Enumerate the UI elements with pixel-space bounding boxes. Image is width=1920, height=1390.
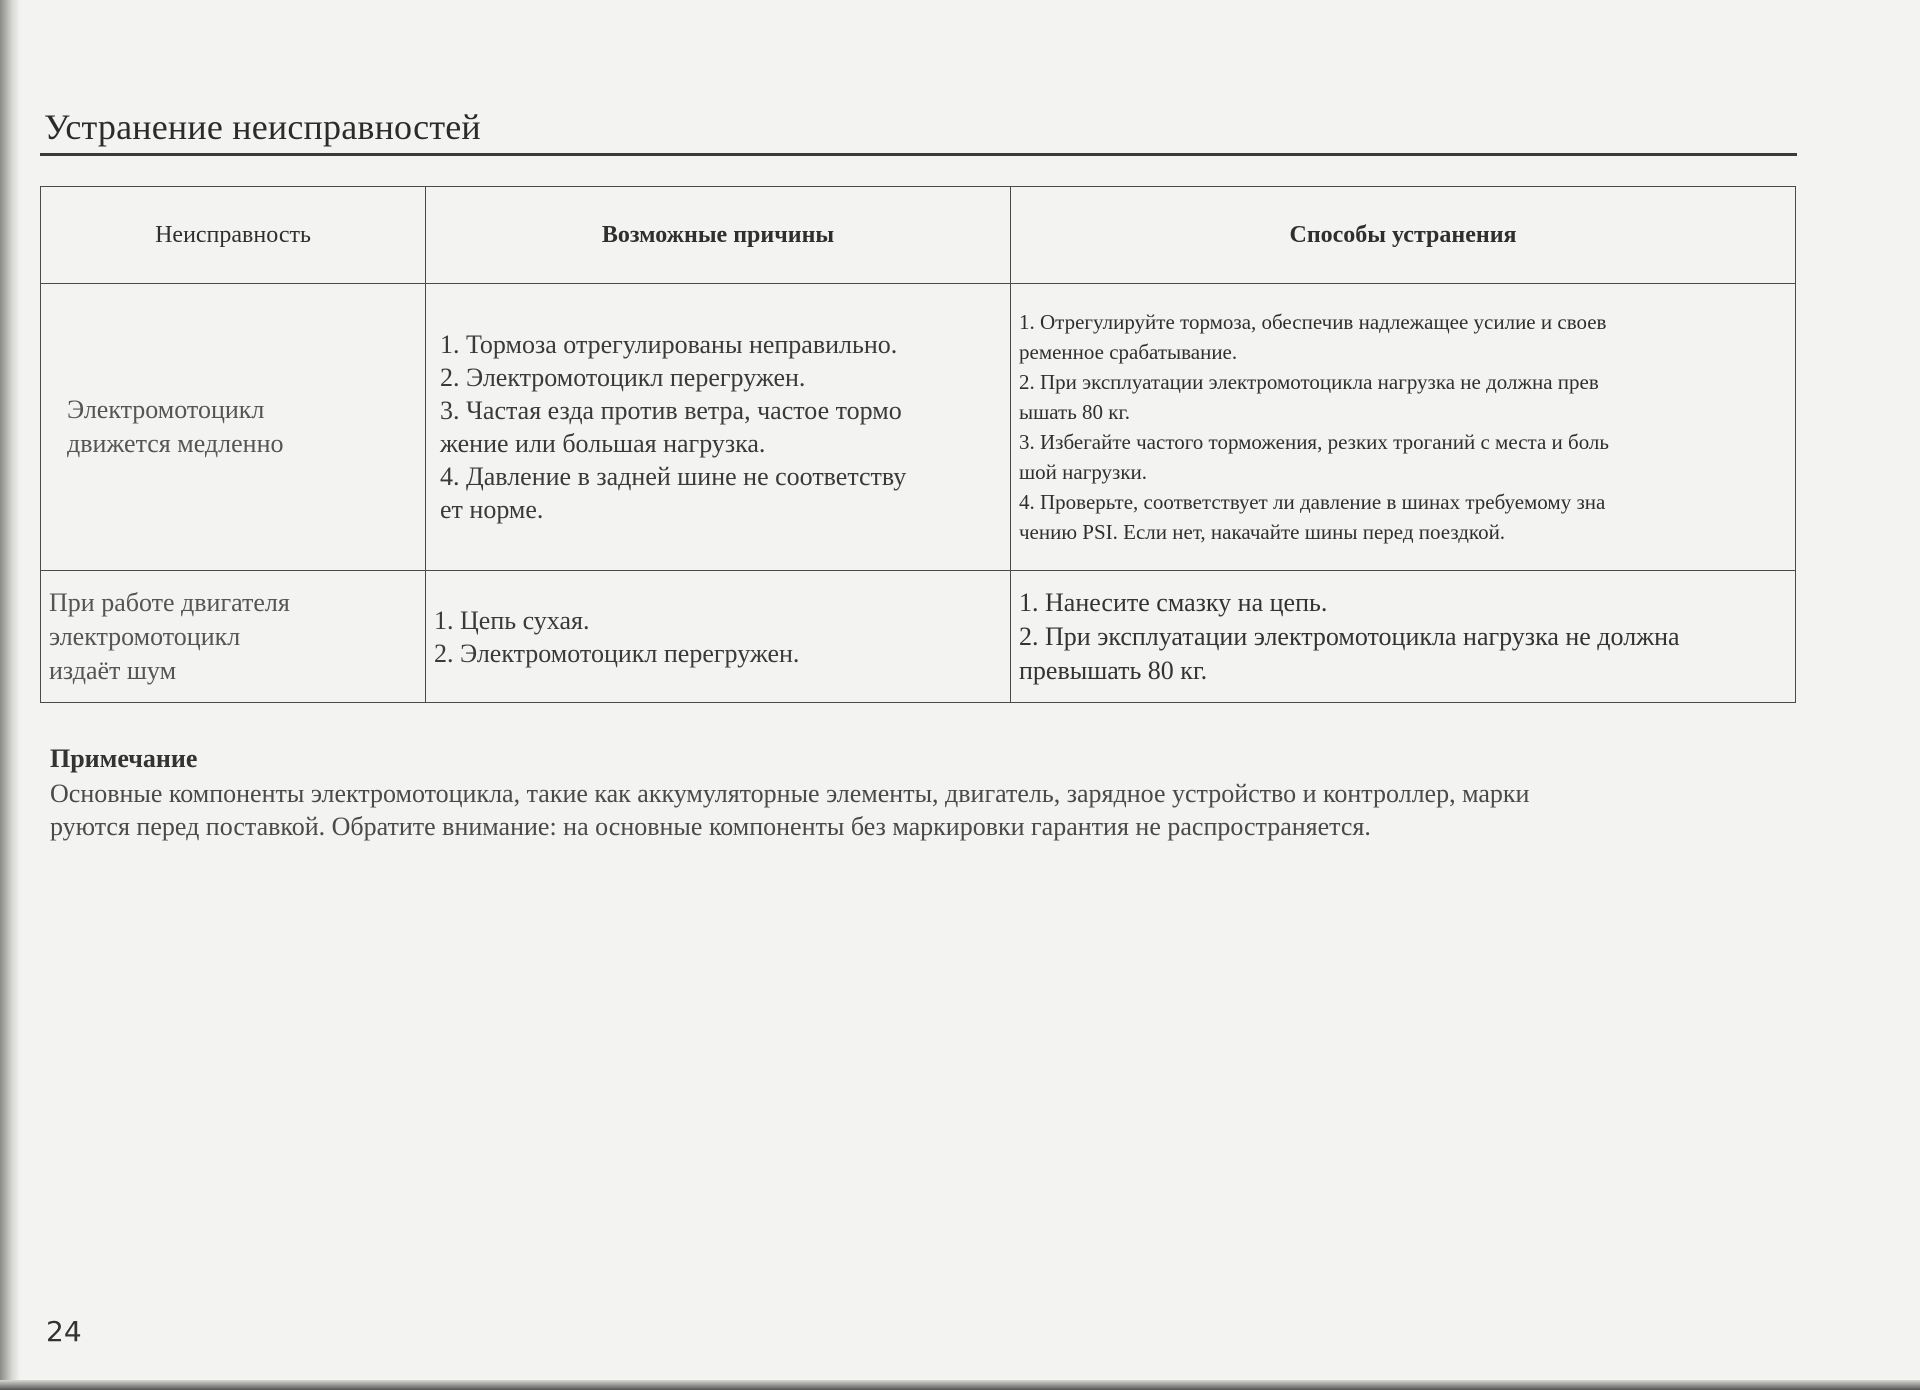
fault-cell (41, 571, 426, 703)
fix-line: превышать 80 кг. (1019, 655, 1208, 685)
note-text (50, 777, 1780, 843)
cause-line: 2. Электромотоцикл перегружен. (434, 638, 800, 668)
fault-line: движется медленно (67, 429, 284, 458)
cause-line: жение или большая нагрузка. (440, 429, 766, 458)
fix-line: 3. Избегайте частого торможения, резких троганий с места и боль (1019, 430, 1609, 454)
fix-line: шой нагрузки. (1019, 460, 1148, 484)
causes-cell (426, 571, 1011, 703)
page-title: Устранение неисправностей (44, 107, 481, 147)
causes-cell (426, 284, 1011, 571)
fault-line: издаёт шум (49, 655, 177, 685)
cause-line: 1. Тормоза отрегулированы неправильно. (440, 330, 898, 359)
page-number: 24 (46, 1315, 82, 1348)
cause-line: 2. Электромотоцикл перегружен. (440, 363, 806, 392)
note-line: Основные компоненты электромотоцикла, такие как аккумуляторные элементы, двигатель, зарядное устройство и контроллер, марки (50, 779, 1530, 808)
note-title: Примечание (50, 744, 198, 773)
cause-line: 3. Частая езда против ветра, частое тормо (440, 396, 902, 425)
fault-line: электромотоцикл (49, 621, 241, 651)
fixes-cell (1011, 284, 1796, 571)
troubleshooting-table (40, 186, 1796, 703)
fault-cell (41, 284, 426, 571)
table-row (41, 571, 1796, 703)
fault-line: Электромотоцикл (67, 395, 265, 424)
cause-line: 1. Цепь сухая. (434, 605, 590, 635)
fix-line: 2. При эксплуатации электромотоцикла нагрузка не должна прев (1019, 370, 1599, 394)
cause-line: 4. Давление в задней шине не соответству (440, 462, 907, 491)
page-bottom-edge (0, 1380, 1920, 1390)
fix-line: 1. Нанесите смазку на цепь. (1019, 587, 1328, 617)
note-line: руются перед поставкой. Обратите внимание: на основные компоненты без маркировки гарантия не распространяется. (50, 812, 1371, 841)
title-underline (40, 153, 1797, 156)
fixes-cell (1011, 571, 1796, 703)
fix-line: ышать 80 кг. (1019, 400, 1131, 424)
fix-line: чению PSI. Если нет, накачайте шины перед поездкой. (1019, 520, 1506, 544)
page-binding-shadow (0, 0, 20, 1390)
header-causes: Возможные причины (426, 187, 1011, 284)
fix-line: 1. Отрегулируйте тормоза, обеспечив надлежащее усилие и своев (1019, 310, 1607, 334)
table-header-row (41, 187, 1796, 284)
fix-line: 2. При эксплуатации электромотоцикла нагрузка не должна (1019, 621, 1680, 651)
fix-line: 4. Проверьте, соответствует ли давление в шинах требуемому зна (1019, 490, 1606, 514)
cause-line: ет норме. (440, 495, 544, 524)
fault-line: При работе двигателя (49, 587, 290, 617)
header-fault: Неисправность (41, 187, 426, 284)
table-row (41, 284, 1796, 571)
header-fixes: Способы устранения (1011, 187, 1796, 284)
fix-line: ременное срабатывание. (1019, 340, 1238, 364)
